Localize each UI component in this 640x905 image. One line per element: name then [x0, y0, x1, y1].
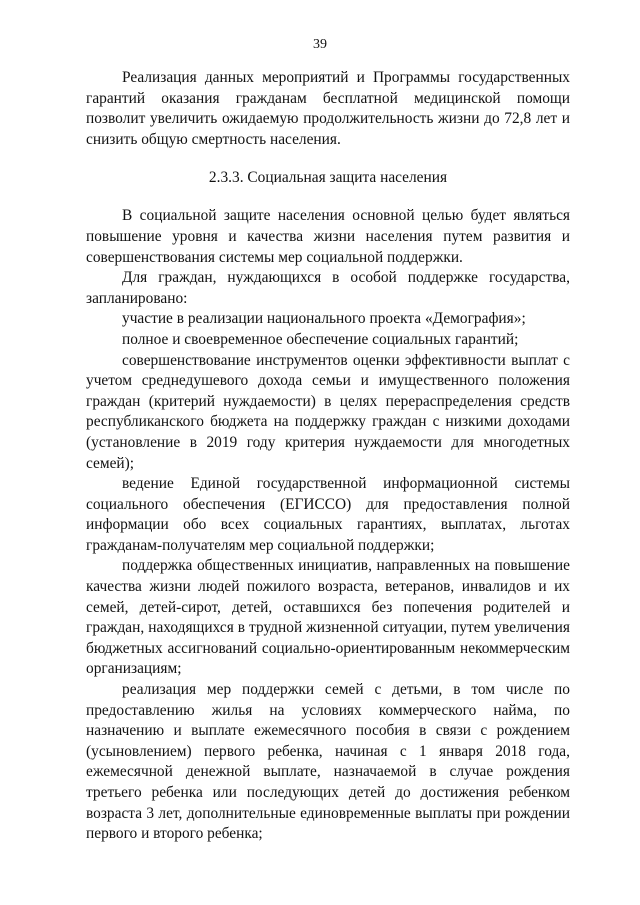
list-item-family-support: реализация мер поддержки семей с детьми, в том числе по предоставлению жилья на условиях коммерческого найма, по назначению и выплате ежемесячного пособия в связи с рождением (усыновлением) первого ребенка, начиная с 1 января 2018 года, ежемесячной денежной выплате, назначаемой в случае рождения третьего ребенка или последующих детей до достижения ребенком возраста 3 лет, дополнительные единовременные выплаты при рождении первого и второго ребенка; [86, 681, 570, 843]
list-item-egisso: ведение Единой государственной информационной системы социального обеспечения (ЕГИССО) для предоставления полной информации обо всех социальных гарантиях, выплатах, льготах гражданам-получателям мер социальной поддержки; [86, 475, 570, 554]
paragraph-goal: В социальной защите населения основной целью будет являться повышение уровня и качества жизни населения путем развития и совершенствования системы мер социальной поддержки. [86, 207, 570, 266]
list-item-public-initiatives: поддержка общественных инициатив, направленных на повышение качества жизни людей пожилого возраста, ветеранов, инвалидов и их семей, детей-сирот, детей, оставшихся без попечения родителей и граждан, находящихся в трудной жизненной ситуации, путем увеличения бюджетных ассигнований социально-ориентированным некоммерческим организациям; [86, 557, 570, 678]
list-item-demography: участие в реализации национального проекта «Демография»; [122, 310, 526, 328]
list-item-payment-efficiency: совершенствование инструментов оценки эффективности выплат с учетом среднедушевого дохода семьи и имущественного положения граждан (критерий нуждаемости) в целях перераспределения средств республиканского бюджета на поддержку граждан с низкими доходами (установление в 2019 году критерия нуждаемости для многодетных семей); [86, 351, 570, 472]
page-number: 39 [313, 37, 327, 52]
paragraph-planned: Для граждан, нуждающихся в особой поддержке государства, запланировано: [86, 269, 570, 307]
list-item-social-guarantees: полное и своевременное обеспечение социальных гарантий; [122, 330, 519, 348]
page-content [86, 68, 570, 845]
intro-paragraph: Реализация данных мероприятий и Программы государственных гарантий оказания гражданам бесплатной медицинской помощи позволит увеличить ожидаемую продолжительность жизни до 72,8 лет и снизить общую смертность населения. [86, 69, 570, 148]
section-heading: 2.3.3. Социальная защита населения [208, 169, 448, 187]
